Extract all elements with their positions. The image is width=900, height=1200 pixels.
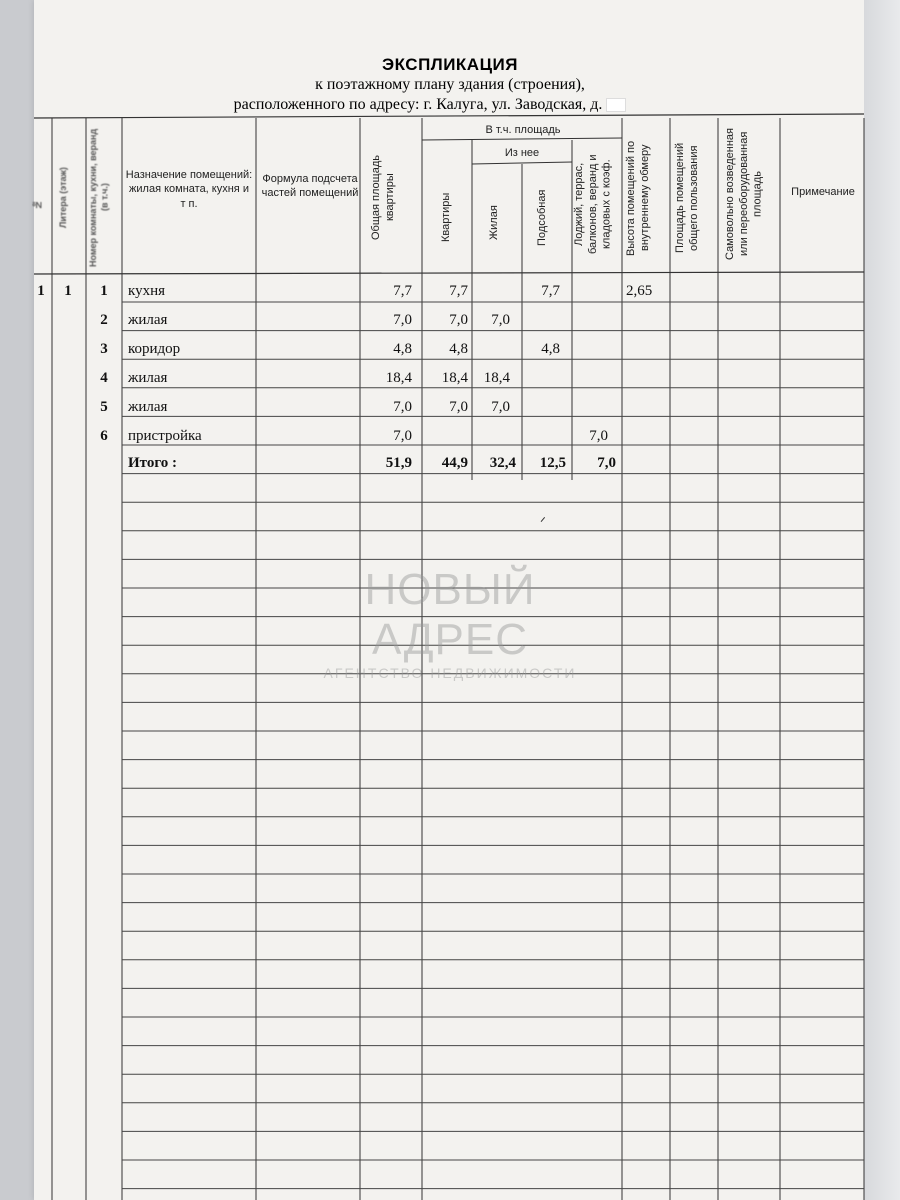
cell-aux bbox=[520, 423, 560, 449]
cell-loggia bbox=[570, 394, 608, 420]
cell-total: 7,0 bbox=[393, 428, 412, 444]
totals-loggia: 7,0 bbox=[597, 455, 616, 471]
address-text: расположенного по адресу: г. Калуга, ул. Заводская, д. bbox=[233, 96, 603, 113]
cell-total: 18,4 bbox=[385, 370, 412, 386]
cell-aux: 7,7 bbox=[541, 283, 560, 299]
cell-total: 7,0 bbox=[393, 312, 412, 328]
cell-c3: 1 bbox=[100, 283, 108, 299]
header-formula: Формула подсчета частей помещений bbox=[261, 173, 359, 200]
header-loggias: Лоджий, террас, балконов, веранд и кладовых с коэф. bbox=[573, 154, 613, 254]
header-living: Жилая bbox=[488, 205, 500, 240]
header-of-which: Из нее bbox=[504, 147, 540, 159]
header-unauthorized: Самовольно возведенная или переоборудованная площадь bbox=[724, 128, 764, 260]
cell-aux bbox=[520, 394, 560, 420]
cell-purpose: жилая bbox=[128, 399, 168, 415]
cell-c2 bbox=[60, 394, 76, 420]
header-col1: № bbox=[32, 200, 42, 210]
cell-purpose: жилая bbox=[128, 370, 168, 386]
cell-purpose: пристройка bbox=[128, 428, 202, 444]
cell-total: 7,0 bbox=[393, 399, 412, 415]
cell-c1 bbox=[34, 394, 48, 420]
watermark-line2: АГЕНТСТВО НЕДВИЖИМОСТИ bbox=[323, 665, 577, 681]
header-purpose: Назначение помещений: жилая комната, кухня и т п. bbox=[125, 169, 253, 210]
cell-c1 bbox=[34, 365, 48, 391]
cell-c3: 6 bbox=[100, 428, 108, 444]
cell-height bbox=[626, 336, 666, 362]
cell-c3: 4 bbox=[100, 370, 108, 386]
cell-living bbox=[470, 336, 510, 362]
header-total-area: Общая площадь квартиры bbox=[370, 155, 396, 240]
header-apartment: Квартиры bbox=[440, 192, 452, 243]
cell-c2 bbox=[60, 307, 76, 333]
document-title: ЭКСПЛИКАЦИЯ bbox=[382, 55, 518, 74]
header-common-area: Площадь помещений общего пользования bbox=[674, 142, 700, 254]
header-notes: Примечание bbox=[791, 186, 855, 198]
header-col3: Номер комнаты, кухни, веранд (в т.ч.) bbox=[88, 128, 110, 267]
cell-height bbox=[626, 307, 666, 333]
cell-total: 7,7 bbox=[393, 283, 412, 299]
cell-c2 bbox=[60, 423, 76, 449]
header-col2: Литера (этаж) bbox=[58, 167, 68, 228]
cell-height bbox=[626, 423, 666, 449]
cell-living bbox=[470, 423, 510, 449]
header-height: Высота помещений по внутреннему обмеру bbox=[625, 140, 651, 256]
header-auxiliary: Подсобная bbox=[536, 189, 548, 246]
totals-living: 32,4 bbox=[489, 455, 516, 471]
cell-height bbox=[626, 394, 666, 420]
cell-c3: 2 bbox=[100, 312, 108, 328]
cell-living: 7,0 bbox=[491, 312, 510, 328]
cell-apartment: 4,8 bbox=[449, 341, 468, 357]
cell-apartment: 7,0 bbox=[449, 312, 468, 328]
cell-c1 bbox=[34, 336, 48, 362]
cell-aux bbox=[520, 365, 560, 391]
totals-aux: 12,5 bbox=[539, 455, 566, 471]
cell-c1 bbox=[34, 423, 48, 449]
cell-c2 bbox=[60, 336, 76, 362]
cell-c3: 5 bbox=[100, 399, 108, 415]
cell-living: 18,4 bbox=[483, 370, 510, 386]
document-subtitle-1: к поэтажному плану здания (строения), bbox=[315, 76, 585, 93]
cell-apartment bbox=[420, 423, 468, 449]
cell-loggia bbox=[570, 365, 608, 391]
cell-apartment: 18,4 bbox=[441, 370, 468, 386]
cell-loggia: 7,0 bbox=[589, 428, 608, 444]
watermark bbox=[290, 565, 610, 681]
cell-c1: 1 bbox=[37, 283, 45, 299]
cell-aux bbox=[520, 307, 560, 333]
cell-apartment: 7,7 bbox=[449, 283, 468, 299]
cell-c2 bbox=[60, 365, 76, 391]
totals-label: Итого : bbox=[128, 455, 178, 471]
cell-living bbox=[470, 278, 510, 304]
totals-apartment: 44,9 bbox=[441, 455, 468, 471]
cell-c2: 1 bbox=[64, 283, 72, 299]
cell-purpose: кухня bbox=[128, 283, 166, 299]
header-incl-area: В т.ч. площадь bbox=[485, 124, 561, 136]
watermark-line1: НОВЫЙ АДРЕС bbox=[364, 565, 536, 664]
totals-total: 51,9 bbox=[385, 455, 412, 471]
cell-loggia bbox=[570, 278, 608, 304]
cell-purpose: коридор bbox=[128, 341, 181, 357]
cell-apartment: 7,0 bbox=[449, 399, 468, 415]
cell-height: 2,65 bbox=[626, 283, 653, 299]
cell-loggia bbox=[570, 307, 608, 333]
cell-c3: 3 bbox=[100, 341, 108, 357]
cell-height bbox=[626, 365, 666, 391]
cell-purpose: жилая bbox=[128, 312, 168, 328]
cell-living: 7,0 bbox=[491, 399, 510, 415]
pen-mark: ᐟ bbox=[540, 516, 546, 531]
cell-total: 4,8 bbox=[393, 341, 412, 357]
cell-aux: 4,8 bbox=[541, 341, 560, 357]
cell-c1 bbox=[34, 307, 48, 333]
cell-loggia bbox=[570, 336, 608, 362]
